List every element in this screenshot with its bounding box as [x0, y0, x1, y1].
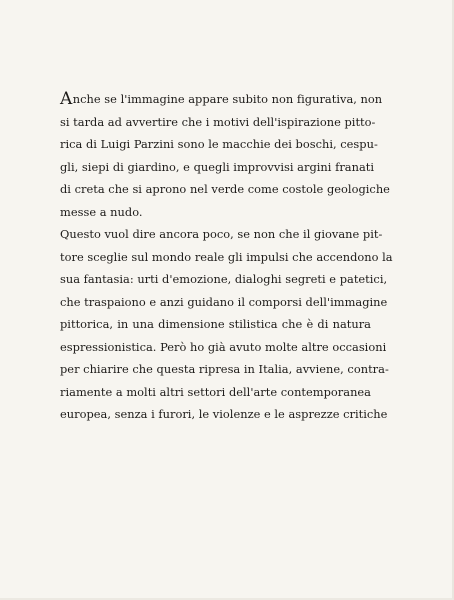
text-line: sua fantasia: urti d'emozione, dialoghi segreti e patetici, [60, 272, 388, 286]
text-line: espressionistica. Però ho già avuto molte altre occasioni [60, 339, 387, 354]
text-line: europea, senza i furori, le violenze e le asprezze critiche [60, 407, 388, 421]
paragraph-2 [60, 223, 393, 426]
text-line: tore sceglie sul mondo reale gli impulsi che accendono la [60, 249, 393, 264]
drop-cap: A [60, 89, 73, 109]
body-text [60, 88, 393, 426]
text-line: si tarda ad avvertire che i motivi dell'ispirazione pitto- [60, 114, 376, 129]
text-line: pittorica, in una dimensione stilistica che è di natura [60, 317, 371, 331]
text-line: gli, siepi di giardino, e quegli improvvisi argini franati [60, 159, 375, 174]
text-line: Questo vuol dire ancora poco, se non che il giovane pit- [60, 227, 383, 241]
text-line: riamente a molti altri settori dell'arte contemporanea [60, 384, 371, 399]
text-line-content: nche se l'immagine appare subito non figurativa, non [72, 92, 383, 106]
text-line: che traspaiono e anzi guidano il comporsi dell'immagine [60, 294, 388, 309]
text-line: di creta che si aprono nel verde come costole geologiche [60, 182, 390, 196]
text-line: rica di Luigi Parzini sono le macchie dei boschi, cespu- [60, 137, 378, 151]
text-line: per chiarire che questa ripresa in Italia, avviene, contra- [60, 362, 389, 376]
paragraph-1 [60, 88, 390, 223]
text-line [60, 88, 383, 111]
text-line: messe a nudo. [60, 204, 143, 219]
